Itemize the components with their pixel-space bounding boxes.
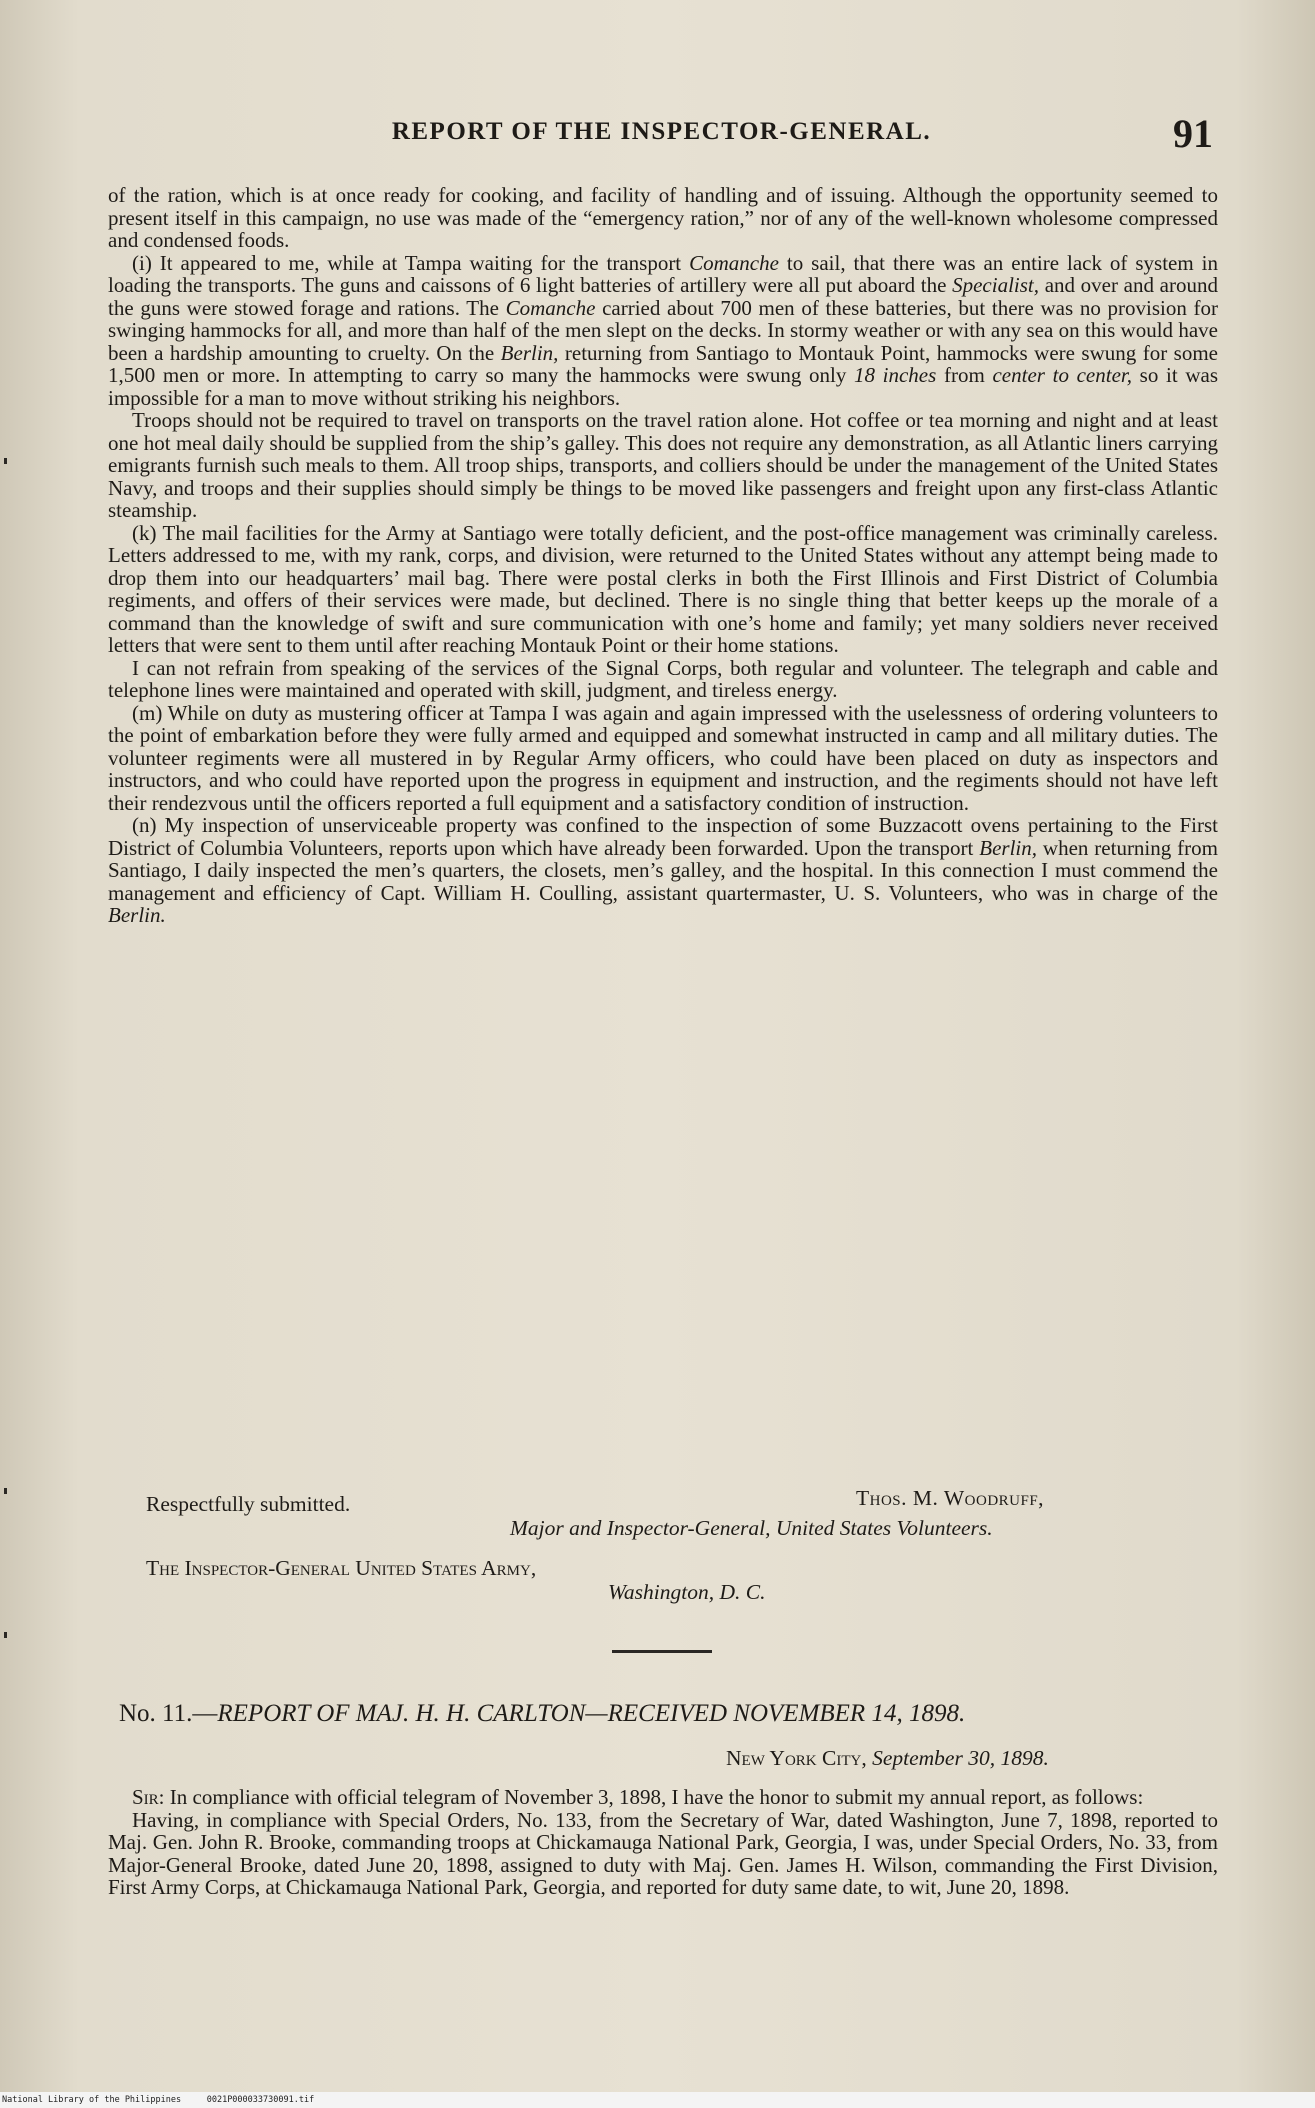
paragraph-m: (m) While on duty as mustering officer at Tampa I was again and again impressed with the uselessness of ordering volunteers to the point of embarkation before they were fully armed and equipped and somewhat instructed in camp and all military duties. The volunteer regiments were all mustered in by Regular Army officers, who could have been placed on duty as inspectors and instructors, and who could have reported upon the progress in equipment and instruction, and the regiments should not have left their rendezvous until the officers reported a full equipment and a satisfactory condition of instruction. — [108, 700, 1218, 815]
closing-line: Respectfully submitted. — [146, 1492, 351, 1516]
paragraph-salutation: Sir: In compliance with official telegram of November 3, 1898, I have the honor to submit my annual report, as follows: — [132, 1785, 1144, 1809]
addressee: The Inspector-General United States Army, — [146, 1556, 537, 1580]
page-number: 91 — [1173, 111, 1213, 156]
section-divider — [612, 1650, 712, 1653]
addressee-location: Washington, D. C. — [608, 1580, 766, 1604]
paragraph-i: (i) It appeared to me, while at Tampa waiting for the transport Comanche to sail, that there was an entire lack of system in loading the transports. The guns and caissons of 6 light batteries of artillery were all put aboard the Specialist, and over and around the guns were stowed forage and rations. The Comanche carried about 700 men of these batteries, but there was no provision for swinging hammocks for all, and more than half of the men slept on the decks. In stormy weather or with any sea on this would have been a hardship amounting to cruelty. On the Berlin, returning from Santiago to Montauk Point, hammocks were swung for some 1,500 men or more. In attempting to carry so many the hammocks were swung only 18 inches from center to center, so it was impossible for a man to move without striking his neighbors. — [108, 250, 1219, 410]
scan-footer: National Library of the Philippines 0021P000033730091.tif — [0, 2092, 1315, 2108]
margin-mark — [4, 1632, 7, 1638]
paragraph-signal-corps: I can not refrain from speaking of the services of the Signal Corps, both regular and volunteer. The telegraph and cable and telephone lines were maintained and operated with skill, judgment, and tireless energy. — [108, 655, 1218, 702]
salutation: Sir: — [132, 1785, 165, 1809]
paragraph-ration: of the ration, which is at once ready for cooking, and facility of handling and of issuing. Although the opportunity seemed to present itself in this campaign, no use was made of the “emergency ration,” nor of any of the well-known wholesome compressed and condensed foods. — [108, 183, 1218, 252]
margin-mark — [4, 458, 7, 464]
paragraph-k: (k) The mail facilities for the Army at Santiago were totally deficient, and the post-office management was criminally careless. Letters addressed to me, with my rank, corps, and division, were returned to the United States without any attempt being made to drop them into our headquarters’ mail bag. There were postal clerks in both the First Illinois and First District of Columbia regiments, and offers of their services were made, but declined. There is no single thing that better keeps up the morale of a command than the knowledge of swift and sure communication with one’s home and family; yet many soldiers never received letters that were sent to them until after reaching Montauk Point or their home stations. — [108, 520, 1218, 657]
paragraph-troops: Troops should not be required to travel on transports on the travel ration alone. Hot coffee or tea morning and night and at least one hot meal daily should be supplied from the ship’s galley. This does not require any demonstration, as all Atlantic liners carrying emigrants furnish such meals to them. All troop ships, transports, and colliers should be under the management of the United States Navy, and troops and their supplies should simply be things to be moved like passengers and freight upon any first-class Atlantic steamship. — [108, 408, 1218, 522]
paragraph-n: (n) My inspection of unserviceable property was confined to the inspection of some Buzzacott ovens pertaining to the First District of Columbia Volunteers, reports upon which have already been forwarded. Upon the transport Berlin, when returning from Santiago, I daily inspected the men’s quarters, the closets, men’s galley, and the hospital. In this connection I must commend the management and efficiency of Capt. William H. Coulling, assistant quartermaster, U. S. Volunteers, who was in charge of the Berlin. — [108, 813, 1218, 927]
report-dateline: New York City, September 30, 1898. — [726, 1746, 1049, 1770]
signer-rank: Major and Inspector-General, United States Volunteers. — [510, 1516, 993, 1540]
margin-mark — [4, 1488, 7, 1494]
report-11-body — [108, 1786, 1218, 1899]
report-body — [108, 184, 1218, 927]
report-heading: No. 11.—REPORT OF MAJ. H. H. CARLTON—RECEIVED NOVEMBER 14, 1898. — [119, 1700, 966, 1727]
signer-name: Thos. M. Woodruff, — [856, 1486, 1045, 1510]
running-title: REPORT OF THE INSPECTOR-GENERAL. — [391, 118, 932, 145]
running-header — [110, 111, 1213, 158]
paragraph-orders: Having, in compliance with Special Orders, No. 133, from the Secretary of War, dated Washington, June 7, 1898, reported to Maj. Gen. John R. Brooke, commanding troops at Chickamauga National Park, Georgia, I was, under Special Orders, No. 33, from Major-General Brooke, dated June 20, 1898, assigned to duty with Maj. Gen. James H. Wilson, commanding the First Division, First Army Corps, at Chickamauga National Park, Georgia, and reported for duty same date, to wit, June 20, 1898. — [108, 1807, 1218, 1899]
